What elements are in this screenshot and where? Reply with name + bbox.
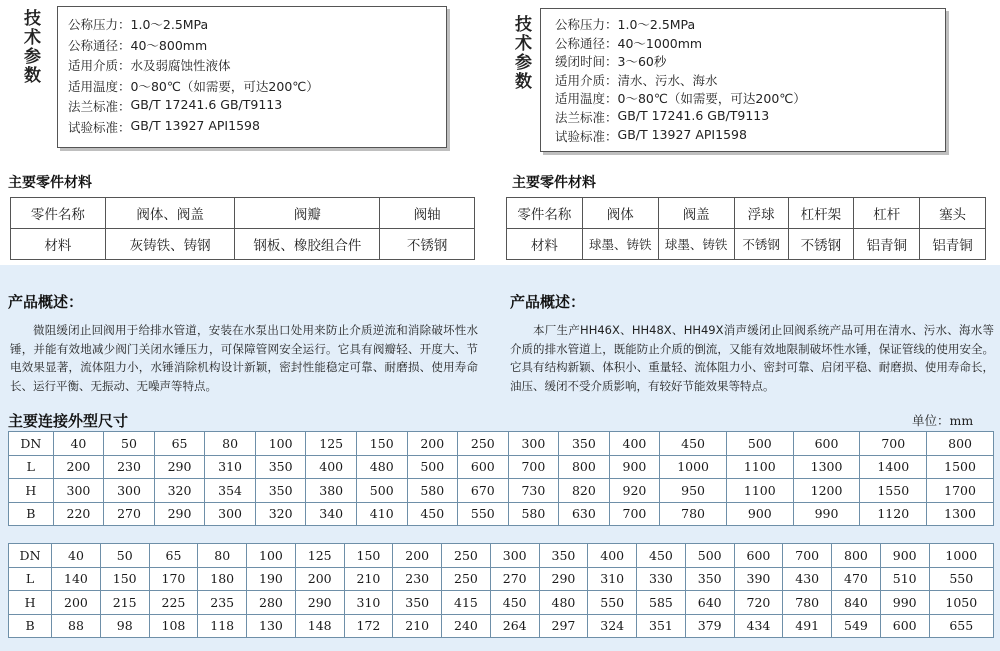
table-cell: 球墨、铸铁 [582, 229, 658, 260]
table-cell: 铝青铜 [854, 229, 920, 260]
spec-label: 适用温度： [68, 78, 131, 94]
table-cell: 350 [255, 455, 306, 479]
table-cell: 172 [344, 614, 393, 638]
row-header-cell: H [9, 479, 54, 503]
spec-label: 公称压力： [68, 17, 131, 32]
table-cell: 990 [793, 502, 860, 526]
spec-value: 40～1000mm [617, 35, 703, 51]
spec-label: 试验标准： [68, 119, 131, 135]
table-cell: 240 [442, 614, 491, 638]
table-cell: 230 [393, 567, 442, 591]
table-cell: 不锈钢 [734, 229, 788, 260]
table-cell: 100 [255, 432, 306, 456]
table-cell: 118 [198, 614, 247, 638]
table-cell: 88 [52, 614, 101, 638]
table-row [11, 198, 475, 229]
table-cell: 410 [356, 502, 407, 526]
table-cell: 210 [393, 614, 442, 638]
table-cell: 840 [832, 591, 881, 615]
table-cell: 148 [295, 614, 344, 638]
table-cell: 549 [832, 614, 881, 638]
row-header-cell: B [9, 502, 54, 526]
table-cell: 300 [508, 432, 559, 456]
table-cell: 290 [539, 567, 588, 591]
table-cell: 700 [609, 502, 660, 526]
table-row [9, 432, 994, 456]
table-cell: 450 [407, 502, 458, 526]
spec-value: 1.0～2.5MPa [617, 17, 696, 32]
table-cell: 200 [393, 544, 442, 568]
table-row [9, 544, 994, 568]
table-cell: 80 [205, 432, 256, 456]
table-cell: 500 [407, 455, 458, 479]
table-cell: 灰铸铁、铸钢 [105, 229, 235, 260]
spec-row [555, 108, 945, 127]
right-spec-title [515, 16, 535, 92]
table-row [9, 567, 994, 591]
table-cell: 阀体、阀盖 [105, 198, 235, 229]
spec-row [68, 118, 446, 139]
table-cell: 400 [609, 432, 660, 456]
left-parts-heading: 主要零件材料 [8, 175, 92, 191]
spec-row [555, 71, 945, 90]
table-cell: 500 [685, 544, 734, 568]
table-cell: 400 [588, 544, 637, 568]
table-cell: 950 [660, 479, 727, 503]
table-cell: 200 [52, 591, 101, 615]
dimensions-table-1 [8, 431, 994, 526]
table-cell: 塞头 [920, 198, 986, 229]
table-cell: 290 [295, 591, 344, 615]
right-overview-text: 本厂生产HH46X、HH48X、HH49X消声缓闭止回阀系统产品可用在清水、污水、海水等介质的排水管道上，既能防止介质的倒流，又能有效地限制破坏性水锤，保证管线的使用安全。它具有结构新颖、体积小、重量轻、流体阻力小、密封可靠、启闭平稳、耐磨损、使用寿命长，油压、缓闭不受介质影响，有较好节能效果等特点。 [510, 323, 994, 393]
table-cell: 1550 [860, 479, 927, 503]
table-cell: 900 [726, 502, 793, 526]
table-cell: 320 [154, 479, 205, 503]
table-cell: 290 [154, 502, 205, 526]
right-spec-box [540, 8, 946, 152]
table-cell: 65 [149, 544, 198, 568]
left-spec-title [24, 10, 44, 86]
table-cell: 600 [458, 455, 509, 479]
spec-label: 适用温度： [555, 91, 618, 107]
table-cell: 379 [685, 614, 734, 638]
table-cell: 阀轴 [380, 198, 475, 229]
table-row [9, 614, 994, 638]
table-cell: 球墨、铸铁 [658, 229, 734, 260]
table-row [9, 502, 994, 526]
spec-row [555, 34, 945, 53]
table-cell: 108 [149, 614, 198, 638]
table-cell: 铝青铜 [920, 229, 986, 260]
table-cell: 700 [508, 455, 559, 479]
dimensions-heading: 主要连接外型尺寸 [8, 412, 129, 430]
table-cell: 700 [860, 432, 927, 456]
spec-row [555, 89, 945, 108]
left-overview-text: 微阻缓闭止回阀用于给排水管道，安装在水泵出口处用来防止介质逆流和消除破坏性水锤，并能有效地减少阀门关闭水锤压力，可保障管网安全运行。它具有阀瓣轻、开度大、节电效果显著，流体阻力小，水锤消除机构设计新颖，密封性能稳定可靠、耐磨损、使用寿命长、运行平衡、无振动、无噪声等特点。 [10, 323, 478, 393]
table-cell: 170 [149, 567, 198, 591]
spec-value: 水及弱腐蚀性液体 [130, 58, 231, 73]
spec-label: 公称通径： [68, 37, 131, 53]
table-cell: 900 [609, 455, 660, 479]
title-char: 术 [24, 28, 41, 48]
table-cell: 450 [660, 432, 727, 456]
table-cell: 300 [53, 479, 104, 503]
table-cell: 65 [154, 432, 205, 456]
row-header-cell: H [9, 591, 52, 615]
table-cell: 150 [344, 544, 393, 568]
table-cell: 不锈钢 [380, 229, 475, 260]
table-cell: 270 [490, 567, 539, 591]
spec-row [68, 97, 446, 118]
table-cell: 1100 [726, 479, 793, 503]
left-spec-box [57, 6, 447, 148]
table-cell: 1500 [927, 455, 994, 479]
table-cell: 600 [880, 614, 929, 638]
table-cell: 零件名称 [507, 198, 583, 229]
dimensions-table-2 [8, 543, 994, 638]
table-cell: 990 [880, 591, 929, 615]
table-cell: 350 [255, 479, 306, 503]
table-cell: 阀体 [582, 198, 658, 229]
spec-value: 40～800mm [130, 37, 208, 53]
table-cell: 800 [927, 432, 994, 456]
table-cell: 550 [458, 502, 509, 526]
unit-label: 单位：mm [912, 413, 974, 428]
table-cell: 1300 [793, 455, 860, 479]
table-cell: 270 [104, 502, 155, 526]
table-cell: 310 [205, 455, 256, 479]
table-cell: 180 [198, 567, 247, 591]
table-cell: 491 [783, 614, 832, 638]
table-cell: 470 [832, 567, 881, 591]
title-char: 数 [24, 66, 41, 86]
table-cell: 材料 [11, 229, 106, 260]
table-row [9, 591, 994, 615]
title-char: 数 [515, 72, 532, 92]
table-cell: 700 [783, 544, 832, 568]
table-cell: 350 [393, 591, 442, 615]
table-cell: 不锈钢 [788, 229, 854, 260]
row-header-cell: DN [9, 432, 54, 456]
table-cell: 225 [149, 591, 198, 615]
table-cell: 材料 [507, 229, 583, 260]
table-cell: 100 [247, 544, 296, 568]
table-cell: 125 [306, 432, 357, 456]
spec-value: 0～80℃（如需要，可达200℃） [617, 91, 806, 107]
table-cell: 500 [356, 479, 407, 503]
table-cell: 130 [247, 614, 296, 638]
table-cell: 1200 [793, 479, 860, 503]
table-cell: 730 [508, 479, 559, 503]
row-header-cell: L [9, 455, 54, 479]
table-cell: 250 [442, 544, 491, 568]
spec-value: GB/T 13927 API1598 [130, 117, 260, 133]
spec-row [68, 56, 446, 77]
table-row [507, 229, 986, 260]
spec-label: 适用介质： [68, 58, 131, 73]
top-section [0, 0, 1000, 265]
table-cell: 450 [490, 591, 539, 615]
table-cell: 670 [458, 479, 509, 503]
table-cell: 40 [52, 544, 101, 568]
table-cell: 杠杆 [854, 198, 920, 229]
table-cell: 1400 [860, 455, 927, 479]
table-cell: 杠杆架 [788, 198, 854, 229]
table-cell: 720 [734, 591, 783, 615]
right-parts-table [506, 197, 986, 260]
spec-value: GB/T 17241.6 GB/T9113 [130, 97, 283, 112]
table-cell: 300 [205, 502, 256, 526]
table-cell: 480 [356, 455, 407, 479]
table-cell: 250 [442, 567, 491, 591]
spec-row [555, 15, 945, 34]
right-parts-heading: 主要零件材料 [512, 175, 596, 191]
table-cell: 415 [442, 591, 491, 615]
table-cell: 零件名称 [11, 198, 106, 229]
table-cell: 200 [407, 432, 458, 456]
spec-value: 0～80℃（如需要，可达200℃） [130, 78, 319, 94]
title-char: 技 [24, 9, 41, 29]
table-cell: 510 [880, 567, 929, 591]
right-overview-heading: 产品概述： [510, 293, 586, 311]
table-cell: 250 [458, 432, 509, 456]
table-cell: 800 [832, 544, 881, 568]
table-cell: 434 [734, 614, 783, 638]
table-cell: 150 [100, 567, 149, 591]
spec-row [555, 127, 945, 146]
spec-value: 3～60秒 [617, 54, 667, 70]
table-cell: 1100 [726, 455, 793, 479]
table-cell: 580 [508, 502, 559, 526]
table-cell: 920 [609, 479, 660, 503]
table-row [9, 455, 994, 479]
spec-row [555, 52, 945, 71]
table-cell: 500 [726, 432, 793, 456]
table-cell: 125 [295, 544, 344, 568]
table-cell: 780 [783, 591, 832, 615]
spec-label: 法兰标准： [68, 99, 131, 114]
title-char: 参 [515, 53, 532, 73]
table-cell: 780 [660, 502, 727, 526]
table-cell: 浮球 [734, 198, 788, 229]
row-header-cell: DN [9, 544, 52, 568]
spec-value: 1.0～2.5MPa [130, 17, 209, 32]
table-cell: 300 [490, 544, 539, 568]
table-cell: 阀瓣 [235, 198, 380, 229]
table-cell: 280 [247, 591, 296, 615]
spec-row [68, 77, 446, 98]
table-cell: 900 [880, 544, 929, 568]
table-cell: 640 [685, 591, 734, 615]
table-cell: 50 [104, 432, 155, 456]
title-char: 技 [515, 15, 532, 35]
table-cell: 140 [52, 567, 101, 591]
table-cell: 264 [490, 614, 539, 638]
spec-value: 清水、污水、海水 [617, 72, 718, 88]
table-cell: 98 [100, 614, 149, 638]
title-char: 术 [515, 34, 532, 54]
table-cell: 200 [295, 567, 344, 591]
spec-label: 法兰标准： [555, 109, 618, 125]
table-cell: 1050 [929, 591, 993, 615]
table-cell: 820 [559, 479, 610, 503]
table-cell: 550 [929, 567, 993, 591]
spec-row [68, 36, 446, 57]
table-cell: 200 [53, 455, 104, 479]
spec-row [68, 15, 446, 36]
table-cell: 550 [588, 591, 637, 615]
table-cell: 480 [539, 591, 588, 615]
table-cell: 阀盖 [658, 198, 734, 229]
spec-label: 缓闭时间： [555, 54, 618, 70]
table-cell: 1120 [860, 502, 927, 526]
spec-value: GB/T 17241.6 GB/T9113 [617, 107, 770, 123]
spec-label: 公称通径： [555, 35, 618, 51]
table-cell: 330 [637, 567, 686, 591]
table-cell: 230 [104, 455, 155, 479]
table-cell: 1000 [929, 544, 993, 568]
title-char: 参 [24, 47, 41, 67]
table-cell: 630 [559, 502, 610, 526]
table-cell: 300 [104, 479, 155, 503]
table-cell: 351 [637, 614, 686, 638]
spec-value: GB/T 13927 API1598 [617, 126, 747, 142]
table-cell: 800 [559, 455, 610, 479]
spec-label: 公称压力： [555, 17, 618, 32]
table-cell: 380 [306, 479, 357, 503]
table-cell: 220 [53, 502, 104, 526]
table-cell: 340 [306, 502, 357, 526]
table-row [507, 198, 986, 229]
spec-label: 适用介质： [555, 72, 618, 88]
table-cell: 235 [198, 591, 247, 615]
table-cell: 600 [734, 544, 783, 568]
table-cell: 215 [100, 591, 149, 615]
table-row [9, 479, 994, 503]
left-overview-heading: 产品概述： [8, 293, 84, 311]
spec-label: 试验标准： [555, 128, 618, 144]
table-row [11, 229, 475, 260]
table-cell: 350 [539, 544, 588, 568]
table-cell: 297 [539, 614, 588, 638]
table-cell: 354 [205, 479, 256, 503]
table-cell: 1700 [927, 479, 994, 503]
table-cell: 350 [559, 432, 610, 456]
table-cell: 290 [154, 455, 205, 479]
table-cell: 320 [255, 502, 306, 526]
table-cell: 450 [637, 544, 686, 568]
table-cell: 430 [783, 567, 832, 591]
table-cell: 1000 [660, 455, 727, 479]
table-cell: 655 [929, 614, 993, 638]
row-header-cell: L [9, 567, 52, 591]
table-cell: 400 [306, 455, 357, 479]
table-cell: 310 [344, 591, 393, 615]
table-cell: 钢板、橡胶组合件 [235, 229, 380, 260]
table-cell: 190 [247, 567, 296, 591]
table-cell: 310 [588, 567, 637, 591]
table-cell: 80 [198, 544, 247, 568]
table-cell: 210 [344, 567, 393, 591]
table-cell: 585 [637, 591, 686, 615]
table-cell: 390 [734, 567, 783, 591]
table-cell: 40 [53, 432, 104, 456]
table-cell: 1300 [927, 502, 994, 526]
table-cell: 600 [793, 432, 860, 456]
table-cell: 580 [407, 479, 458, 503]
table-cell: 350 [685, 567, 734, 591]
row-header-cell: B [9, 614, 52, 638]
left-parts-table [10, 197, 475, 260]
table-cell: 150 [356, 432, 407, 456]
table-cell: 324 [588, 614, 637, 638]
table-cell: 50 [100, 544, 149, 568]
bottom-section [0, 265, 1000, 651]
